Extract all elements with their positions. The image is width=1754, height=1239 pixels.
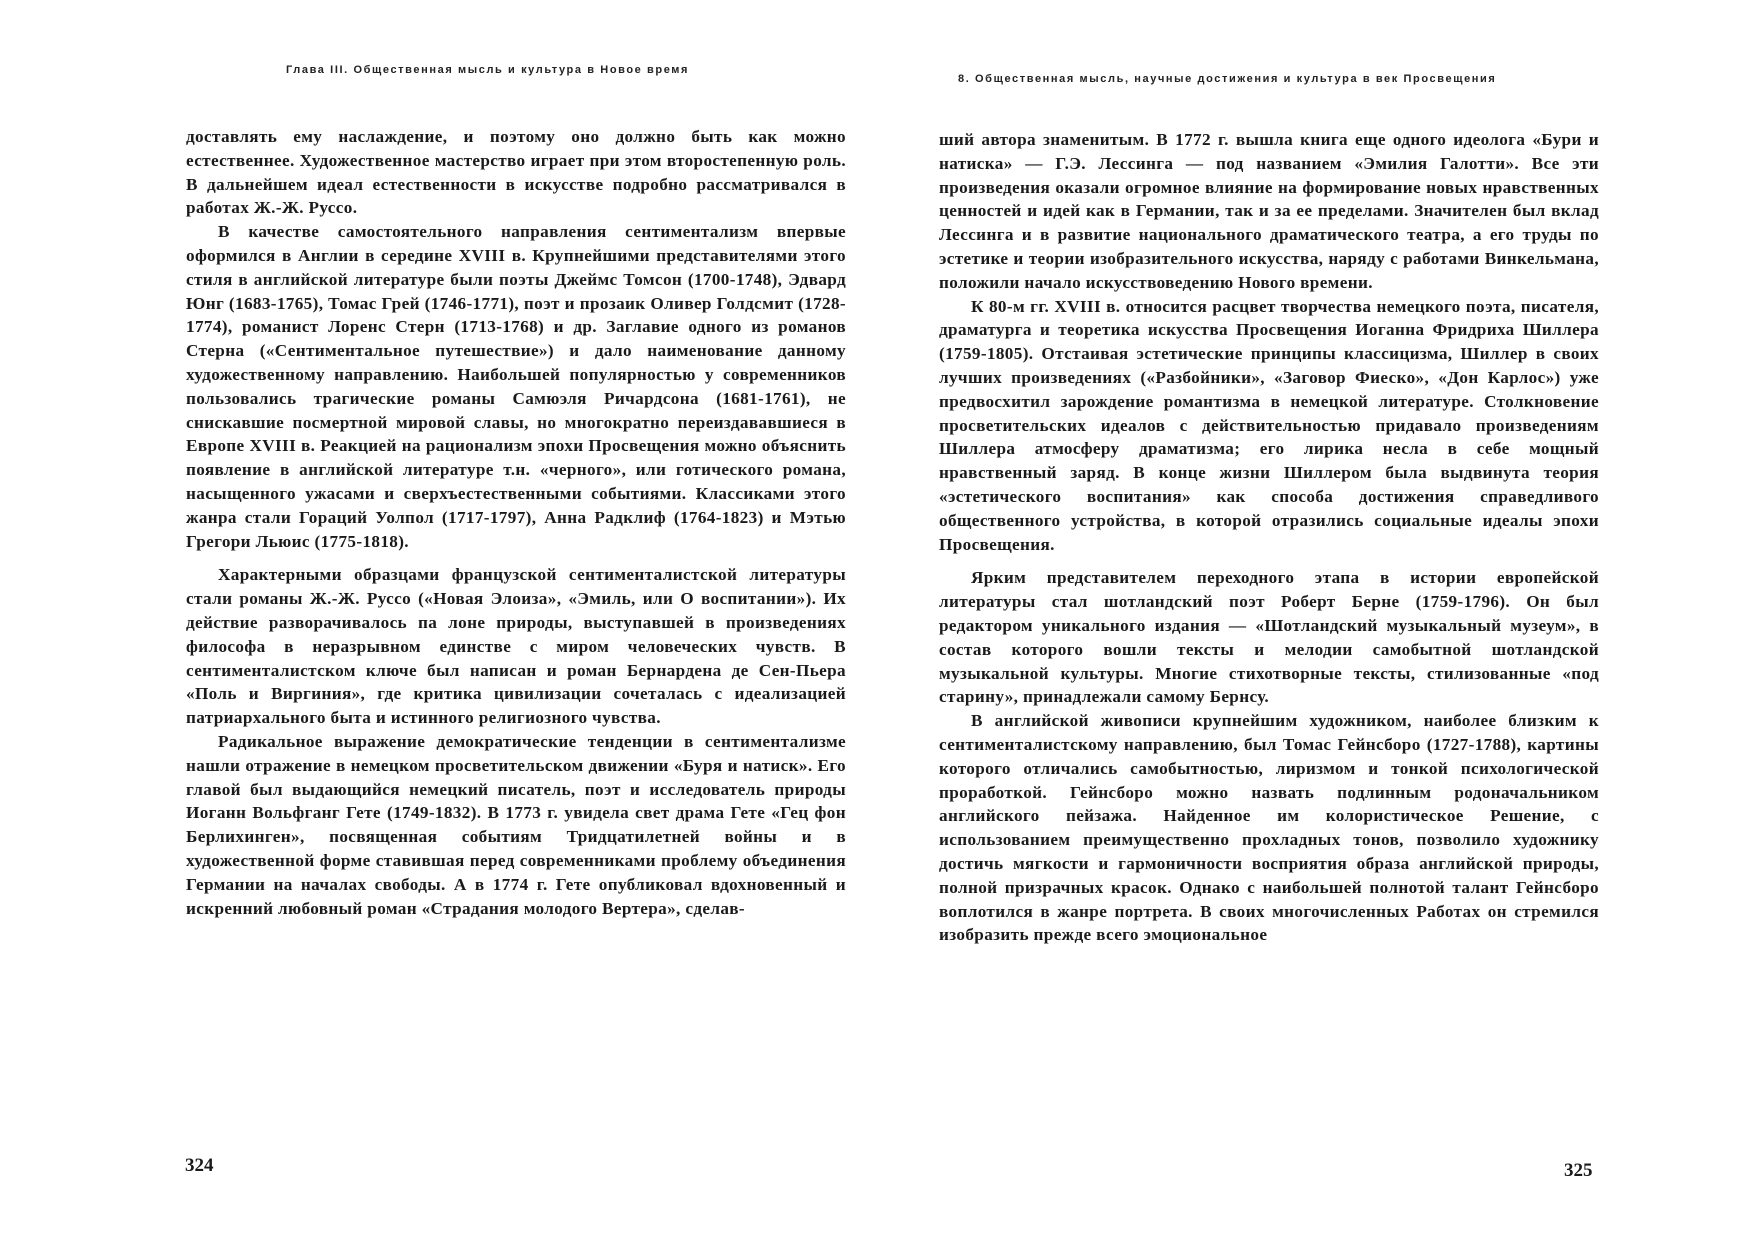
right-page [877,0,1754,1239]
page-number: 325 [1564,1160,1593,1181]
paragraph: Ярким представителем переходного этапа в истории европейской литературы стал шотландский поэт Роберт Берне (1759-1796). Он был редактором уникального издания — «Шотландский музыкальный музеум», в состав которого вошли тексты и мелодии самобытной шотландской музыкальной культуры. Многие стихотворные тексты, стилизованные «под старину», принадлежали самому Бернсу. [939,568,1599,707]
running-head: Глава III. Общественная мысль и культура в Новое время [286,64,690,76]
running-head: 8. Общественная мысль, научные достижения и культура в век Просвещения [958,73,1497,85]
body-text [939,128,1599,947]
paragraph: доставлять ему наслаждение, и поэтому оно должно быть как можно естественнее. Художественное мастерство играет при этом второстепенную роль. В дальнейшем идеал естественности в искусстве подробно рассматривался в работах Ж.-Ж. Руссо. [186,127,846,218]
page-number: 324 [185,1155,214,1176]
paragraph: ший автора знаменитым. В 1772 г. вышла книга еще одного идеолога «Бури и натиска» — Г.Э. Лессинга — под названием «Эмилия Галотти». Все эти произведения оказали огромное влияние на формирование новых нравственных ценностей и идей как в Германии, так и за ее пределами. Значителен был вклад Лессинга и в развитие национального драматического театра, а его труды по эстетике и теории изобразительного искусства, наряду с работами Винкельмана, положили начало искусствоведению Нового времени. [939,130,1599,292]
paragraph: Характерными образцами французской сентименталистской литературы стали романы Ж.-Ж. Руссо («Новая Элоиза», «Эмиль, или О воспитании»). Их действие разворачивалось па лоне природы, выступавшей в произведениях философа в неразрывном единстве с миром человеческих чувств. В сентименталистском ключе был написан и роман Бернардена де Сен-Пьера «Поль и Виргиния», где критика цивилизации сочеталась с идеализацией патриархального быта и истинного религиозного чувства. [186,565,846,728]
body-text [186,125,846,920]
paragraph: В английской живописи крупнейшим художником, наиболее близким к сентименталистскому направлению, был Томас Гейнсборо (1727-1788), картины которого отличались самобытностью, лиризмом и тонкой психологической проработкой. Гейнсборо можно назвать подлинным родоначальником английского пейзажа. Найденное им колористическое Решение, с использованием преимущественно прохладных тонов, позволило художнику достичь мягкости и гармоничности восприятия образа английской природы, полной призрачных красок. Однако с наибольшей полнотой талант Гейнсборо воплотился в жанре портрета. В своих многочисленных Работах он стремился изобразить прежде всего эмоциональное [939,711,1599,945]
paragraph: К 80-м гг. XVIII в. относится расцвет творчества немецкого поэта, писателя, драматурга и теоретика искусства Просвещения Иоганна Фридриха Шиллера (1759-1805). Отстаивая эстетические принципы классицизма, Шиллер в своих лучших произведениях («Разбойники», «Заговор Фиеско», «Дон Карлос») уже предвосхитил зарождение романтизма в немецкой литературе. Столкновение просветительских идеалов с действительностью придавало произведениям Шиллера атмосферу драматизма; его лирика несла в себе мощный нравственный заряд. В конце жизни Шиллером была выдвинута теория «эстетического воспитания» как способа достижения справедливого общественного устройства, в которой отразились социальные идеалы эпохи Просвещения. [939,296,1599,554]
paragraph: Радикальное выражение демократические тенденции в сентиментализме нашли отражение в немецком просветительском движении «Буря и натиск». Его главой был выдающийся немецкий писатель, поэт и исследователь природы Иоганн Вольфганг Гете (1749-1832). В 1773 г. увидела свет драма Гете «Гец фон Берлихинген», посвященная событиям Тридцатилетней войны и в художественной форме ставившая перед современниками проблему объединения Германии на началах свободы. А в 1774 г. Гете опубликовал вдохновенный и искренний любовный роман «Страдания молодого Вертера», сделав- [186,731,846,918]
paragraph: В качестве самостоятельного направления сентиментализм впервые оформился в Англии в середине XVIII в. Крупнейшими представителями этого стиля в английской литературе были поэты Джеймс Томсон (1700-1748), Эдвард Юнг (1683-1765), Томас Грей (1746-1771), поэт и прозаик Оливер Голдсмит (1728-1774), романист Лоренс Стерн (1713-1768) и др. Заглавие одного из романов Стерна («Сентиментальное путешествие») и дало наименование данному художественному направлению. Наибольшей популярностью у современников пользовались трагические романы Самюэля Ричардсона (1681-1761), не снискавшие посмертной мировой славы, но многократно переиздававшиеся в Европе XVIII в. Реакцией на рационализм эпохи Просвещения можно объяснить появление в английской литературе т.н. «черного», или готического романа, насыщенного ужасами и сверхъестественными событиями. Классиками этого жанра стали Гораций Уолпол (1717-1797), Анна Радклиф (1764-1823) и Мэтью Грегори Льюис (1775-1818). [186,222,846,551]
